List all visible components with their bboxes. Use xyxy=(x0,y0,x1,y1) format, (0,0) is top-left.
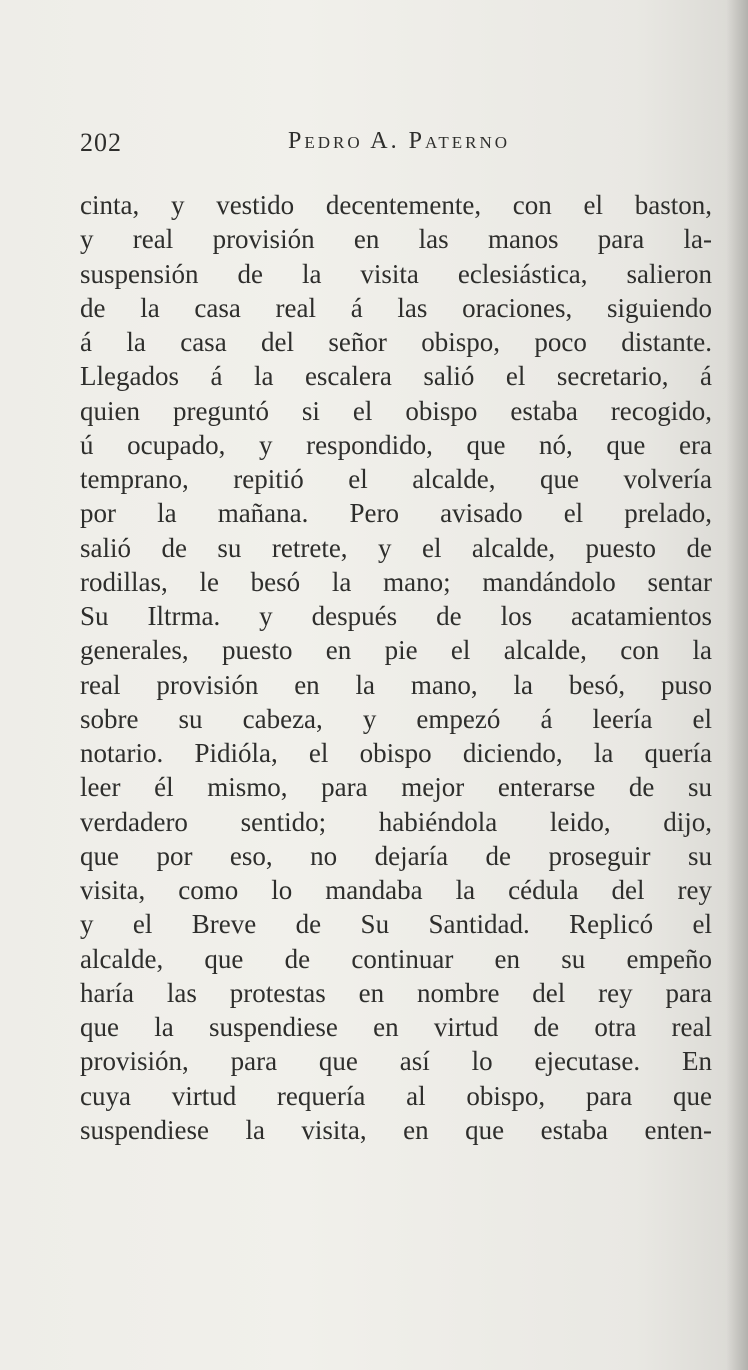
text-line: por la mañana. Pero avisado el prelado, xyxy=(80,498,712,529)
text-line: visita, como lo mandaba la cédula del rey xyxy=(80,875,712,905)
text-line: que la suspendiese en virtud de otra real xyxy=(80,1012,712,1042)
text-line: verdadero sentido; habiéndola leido, dijo, xyxy=(80,806,712,837)
text-line: quien preguntó si el obispo estaba recogido, xyxy=(80,395,712,426)
text-line: real provisión en la mano, la besó, puso xyxy=(80,669,712,700)
text-line: Llegados á la escalera salió el secretario, á xyxy=(80,361,712,392)
text-line: y real provisión en las manos para la- xyxy=(80,224,712,255)
page-number: 202 xyxy=(80,128,122,157)
text-line: provisión, para que así lo ejecutase. En xyxy=(80,1046,712,1077)
text-line: temprano, repitió el alcalde, que volvería xyxy=(80,464,712,494)
page-header xyxy=(80,128,720,168)
text-line: suspensión de la visita eclesiástica, salieron xyxy=(80,258,712,289)
text-line: de la casa real á las oraciones, siguiendo xyxy=(80,292,712,323)
text-line: á la casa del señor obispo, poco distante. xyxy=(80,327,712,357)
running-title: Pedro A. Paterno xyxy=(288,128,511,154)
text-line: y el Breve de Su Santidad. Replicó el xyxy=(80,909,712,940)
text-line: salió de su retrete, y el alcalde, puesto de xyxy=(80,532,712,563)
text-line: leer él mismo, para mejor enterarse de su xyxy=(80,772,712,803)
text-line: alcalde, que de continuar en su empeño xyxy=(80,943,712,974)
body-text xyxy=(80,188,712,1147)
text-line: cinta, y vestido decentemente, con el baston, xyxy=(80,190,712,220)
text-line: ú ocupado, y respondido, que nó, que era xyxy=(80,429,712,460)
text-line: generales, puesto en pie el alcalde, con la xyxy=(80,635,712,666)
text-line: notario. Pidióla, el obispo diciendo, la quería xyxy=(80,738,712,768)
text-line: haría las protestas en nombre del rey para xyxy=(80,977,712,1008)
page-edge-shadow xyxy=(726,0,748,1370)
text-line: suspendiese la visita, en que estaba enten- xyxy=(80,1114,712,1145)
text-line: Su Iltrma. y después de los acatamientos xyxy=(80,601,712,631)
text-line: cuya virtud requería al obispo, para que xyxy=(80,1080,712,1111)
text-line: que por eso, no dejaría de proseguir su xyxy=(80,840,712,871)
text-line: rodillas, le besó la mano; mandándolo sentar xyxy=(80,566,712,597)
text-line: sobre su cabeza, y empezó á leería el xyxy=(80,703,712,734)
